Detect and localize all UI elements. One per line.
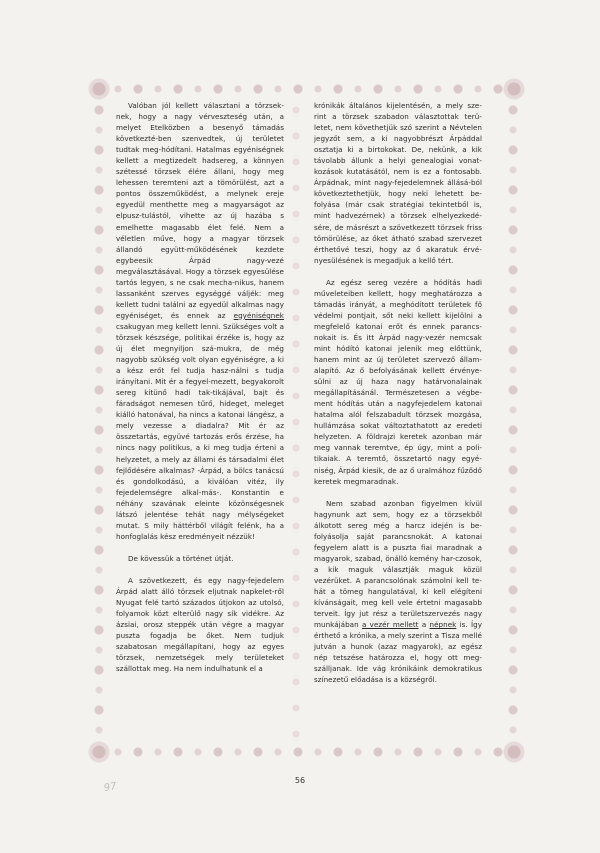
text-run: a [418,620,430,630]
ornament-border-right [502,100,524,741]
underlined-phrase: a vezér mellett [361,620,419,630]
underlined-word: népnek [429,620,457,630]
right-paragraph-3 [314,498,482,686]
pencil-annotation: 97 [103,780,118,795]
left-paragraph-1 [116,100,284,542]
ornament-border-bottom [88,741,524,763]
left-paragraph-3: A szövetkezett, és egy nagy-fejedelem Árpád alatt álló törzsek eljutnak napkelet-ről Nyugat felé tartó százados útjokon az utolsó, folyamok közt elterülő nagy sík vidékre. Az ázsiai, orosz steppék után végre a magyar puszta fogadja be őket. Nem tudjuk szabatosan megállapítani, hogy az egyes törzsek, nemzetségek mely területeket szállottak meg. Ha nem indulhatunk el a [116,575,284,674]
ornament-border-middle [289,100,303,741]
underlined-word: egyéniségnek [233,310,284,320]
text-run: Nem szabad azonban figyelmen kívül hagynunk azt sem, hogy ez a törzsekből álkotott sereg még a harcz idején is be-folyásolja saját parancsnokát. A katonai fegyelem alatt is a puszta fiai maradnak a magyarok, szabad, önálló kemény har-czosok, a kik maguk választják maguk közül vezérüket. A parancsolónak számolni kell te-hát a tömeg hangulatával, ki kell elégíteni kívánságait, meg kell vele értetni magasabb terveit. Így jut rész a területszervezés nagy munkájában [314,498,482,630]
ornament-corner-top-right [500,75,528,103]
right-paragraph-1: krónikák általános kijelentésén, a mely sze-rint a törzsek szabadon választottak terü-letet, nem követhetjük szó szerint a Névtelen jegyzőt sem, a ki nagyobbrészt Árpáddal osztatja ki a birtokokat. De, nekünk, a kik távolabb állunk a helyi genealogiai vonat-kozások kutatásától, nem is ez a fontosabb. Árpádnak, mint nagy-fejedelemnek állásá-ból következtethetjük, hogy neki lehetett be-folyása (már csak stratégiai tekintetből is, mint hadvezérnek) a törzsek elhelyezkedé-sére, de másrészt a szövetkezett törzsek friss tömörülése, az őket átható szabad szervezet érthetővé teszi, hogy az ő akaratuk érvé-nyesülésének is megadjuk a kellő tért. [314,101,482,265]
ornament-corner-top-left [85,75,113,103]
right-column [314,100,482,685]
ornament-border-left [88,100,110,741]
ornament-border-top [88,78,524,100]
text-run: is. Így érthető a krónika, a mely szerint a Tisza mellé jutván a hunok (azaz magyarok), az egész nép tetszése határozza el, hogy ott meg-szálljanak. Ide vág krónikáink demokratikus színezetű előadása is a községről. [314,620,483,685]
left-column [116,100,284,674]
text-run: csakugyan meg kellett lenni. Szükséges volt a törzsek készsége, politikai érzéke is, hogy az új élet megnyiljon szá-mukra, de még nagyobb szükség volt olyan egyéniségre, a ki a kész erőt fel tudja hasz-nálni s tudja irányítani. Mit ér a fegyel-mezett, begyakorolt sereg kitünő hadi tak-tikájával, bajt és fáradságot nemesen tűrő, hideget, meleget kiálló hatonával, ha nincs a katonai lángész, a mely vezesse a diadalra? Mit ér az összetartás, együvé tartozás erős érzése, ha nincs nagy politikus, a ki meg tudja érteni a helyzetet, a mely az állami és társadalmi élet fejlődésére alkalmas? -Árpád, a bölcs tanácsú és gondolkodású, a kiválóan vitéz, ily fejedelemségre alkal-más-. Konstantin e néhány szavának eleinte közönségesnek látszó jelentése tehát nagy mélységeket mutat. S mily háttérből világít felénk, ha a honfoglalás kész eredményeit nézzük! [116,321,284,541]
left-paragraph-2: De kövessük a történet útját. [128,553,234,563]
right-paragraph-2: Az egész sereg vezére a hódítás hadi műveleteiben kellett, hogy meghatározza a támadás irányát, a meghódított területek fő védelmi pontjait, sőt neki kellett kijelölni a megfelelő katonai erőt és ennek parancs-nokait is. És itt Árpád nagy-vezér nemcsak mint hódító katonai jelenik meg előttünk, hanem mint az új területet szervező állam-alapító. Az ő befolyásának kellett érvénye-sülni az új haza nagy határvonalainak megállapításánál. Természetesen a végbe-ment hódítás után a nagyfejedelem katonai hatalma alól felszabadult törzsek mozgása, hullámzása sokat változtathatott az eredeti helyzeten. A földrajzi keretek azonban már meg vannak teremtve, ép úgy, mint a poli-tikaiak. A teremtő, összetartó nagy egyé-niség, Árpád kiesik, de az ő uralmához fűződő keretek megmaradnak. [314,277,482,486]
page-number: 56 [294,776,306,785]
text-run: Valóban jól kellett választani a törzsek-nek, hogy a nagy vérveszteség után, a melyet Etelközben a besenyő támadás következté-ben szenvedtek, új területet tudtak meg-hódítani. Hatalmas egyéniségnek kellett a megtizedelt hadsereg, a könnyen szétessé törzsek élére állani, hogy meg lehessen teremteni azt a tömörülést, azt a pontos összeműködést, a melynek ereje egyedül menthette meg a magyarságot az elpusz-tulástól, vihette az új hazába s emelhette magasabb élet felé. Nem a véletlen műve, hogy a magyar törzsek állandó együtt-működésének kezdete egybeesik Árpád nagy-vezé megválasztásával. Hogy a törzsek egyesülése tartós legyen, s ne csak mecha-nikus, hanem lassanként szerves egységgé váljék: meg kellett tudni találni az egyedül alkalmas nagy egyéniséget, és ennek az [116,101,284,320]
ornament-corner-bottom-right [500,738,528,766]
ornament-corner-bottom-left [85,738,113,766]
